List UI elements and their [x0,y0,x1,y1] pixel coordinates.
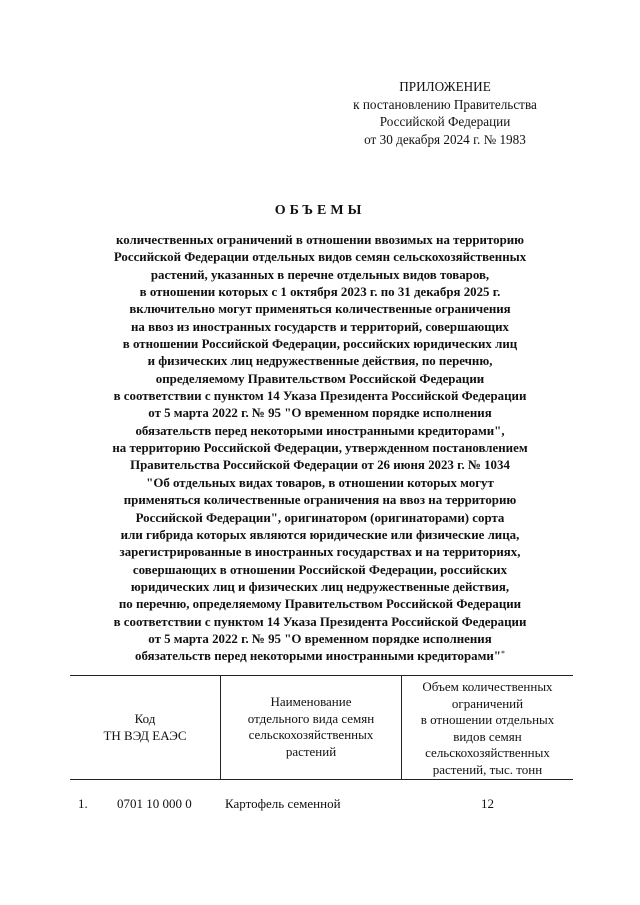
header-name-line: Наименование [270,694,352,709]
subtitle-line: в отношении Российской Федерации, российских юридических лиц [122,337,518,352]
subtitle-line: в соответствии с пунктом 14 Указа Президента Российской Федерации [113,389,527,404]
subtitle-line: в соответствии с пунктом 14 Указа Президента Российской Федерации [113,614,527,629]
header-volume-line: в отношении отдельных [420,712,555,728]
header-volume-line: ограничений [451,695,524,711]
annex-line: от 30 декабря 2024 г. № 1983 [364,131,526,147]
header-code-line: Код [134,711,156,726]
header-volume [402,679,573,779]
header-code-line: ТН ВЭД ЕАЭС [103,727,187,743]
subtitle-line-last [50,648,590,665]
document-subtitle [50,232,590,666]
table-header-rule [70,779,573,780]
annex-line: к постановлению Правительства [353,96,537,112]
subtitle-line: количественных ограничений в отношении ввозимых на территорию [115,233,525,247]
subtitle-line: зарегистрированные в иностранных государствах и на территориях, [119,545,521,560]
header-volume-line: сельскохозяйственных [425,745,550,761]
subtitle-line: включительно могут применяться количественные ограничения [129,302,511,317]
row-name: Картофель семенной [225,796,341,811]
annex-block [330,78,560,148]
subtitle-line: в отношении которых с 1 октября 2023 г. по 31 декабря 2025 г. [139,285,501,300]
subtitle-line-text: обязательств перед некоторыми иностранными кредиторами" [135,649,501,664]
subtitle-line: на территорию Российской Федерации, утвержденном постановлением [112,441,528,456]
header-volume-line: растений, тыс. тонн [432,761,543,777]
subtitle-line: от 5 марта 2022 г. № 95 "О временном порядке исполнения [148,406,492,421]
subtitle-line: Правительства Российской Федерации от 26 июня 2023 г. № 1034 [130,458,510,473]
header-name-line: отдельного вида семян [247,710,375,726]
header-volume-line: Объем количественных [422,679,553,694]
subtitle-line: Российской Федерации отдельных видов семян сельскохозяйственных [113,250,527,265]
footnote-mark: * [500,649,505,659]
subtitle-line: растений, указанных в перечне отдельных видов товаров, [150,267,490,282]
subtitle-line: Российской Федерации", оригинатором (оригинаторами) сорта [135,510,505,525]
subtitle-line: юридических лиц и физических лиц недружественные действия, [130,579,510,594]
subtitle-line: или гибрида которых являются юридические или физические лица, [120,527,520,542]
subtitle-line: и физических лиц недружественные действия, по перечню, [147,354,493,369]
document-title: ОБЪЕМЫ [274,203,366,218]
subtitle-line: по перечню, определяемому Правительством Российской Федерации [118,597,522,612]
subtitle-line: совершающих в отношении Российской Федерации, российских [132,562,508,577]
subtitle-line: на ввоз из иностранных государств и территорий, совершающих [130,319,510,334]
subtitle-line: "Об отдельных видах товаров, в отношении которых могут [146,475,494,490]
header-code [70,711,220,744]
header-name-line: растений [285,743,337,759]
row-volume: 12 [481,796,494,811]
subtitle-line: определяемому Правительством Российской Федерации [155,371,485,386]
subtitle-line: применяться количественные ограничения на ввоз на территорию [123,493,517,508]
subtitle-line: обязательств перед некоторыми иностранными кредиторами", [135,423,505,438]
annex-line: ПРИЛОЖЕНИЕ [399,79,491,94]
subtitle-line: от 5 марта 2022 г. № 95 "О временном порядке исполнения [148,631,492,646]
row-number: 1. [78,796,88,811]
annex-line: Российской Федерации [379,114,511,129]
header-name-line: сельскохозяйственных [248,727,374,743]
header-volume-line: видов семян [453,728,522,744]
table-top-rule [70,675,573,676]
header-name [221,694,401,760]
row-code: 0701 10 000 0 [117,796,192,811]
